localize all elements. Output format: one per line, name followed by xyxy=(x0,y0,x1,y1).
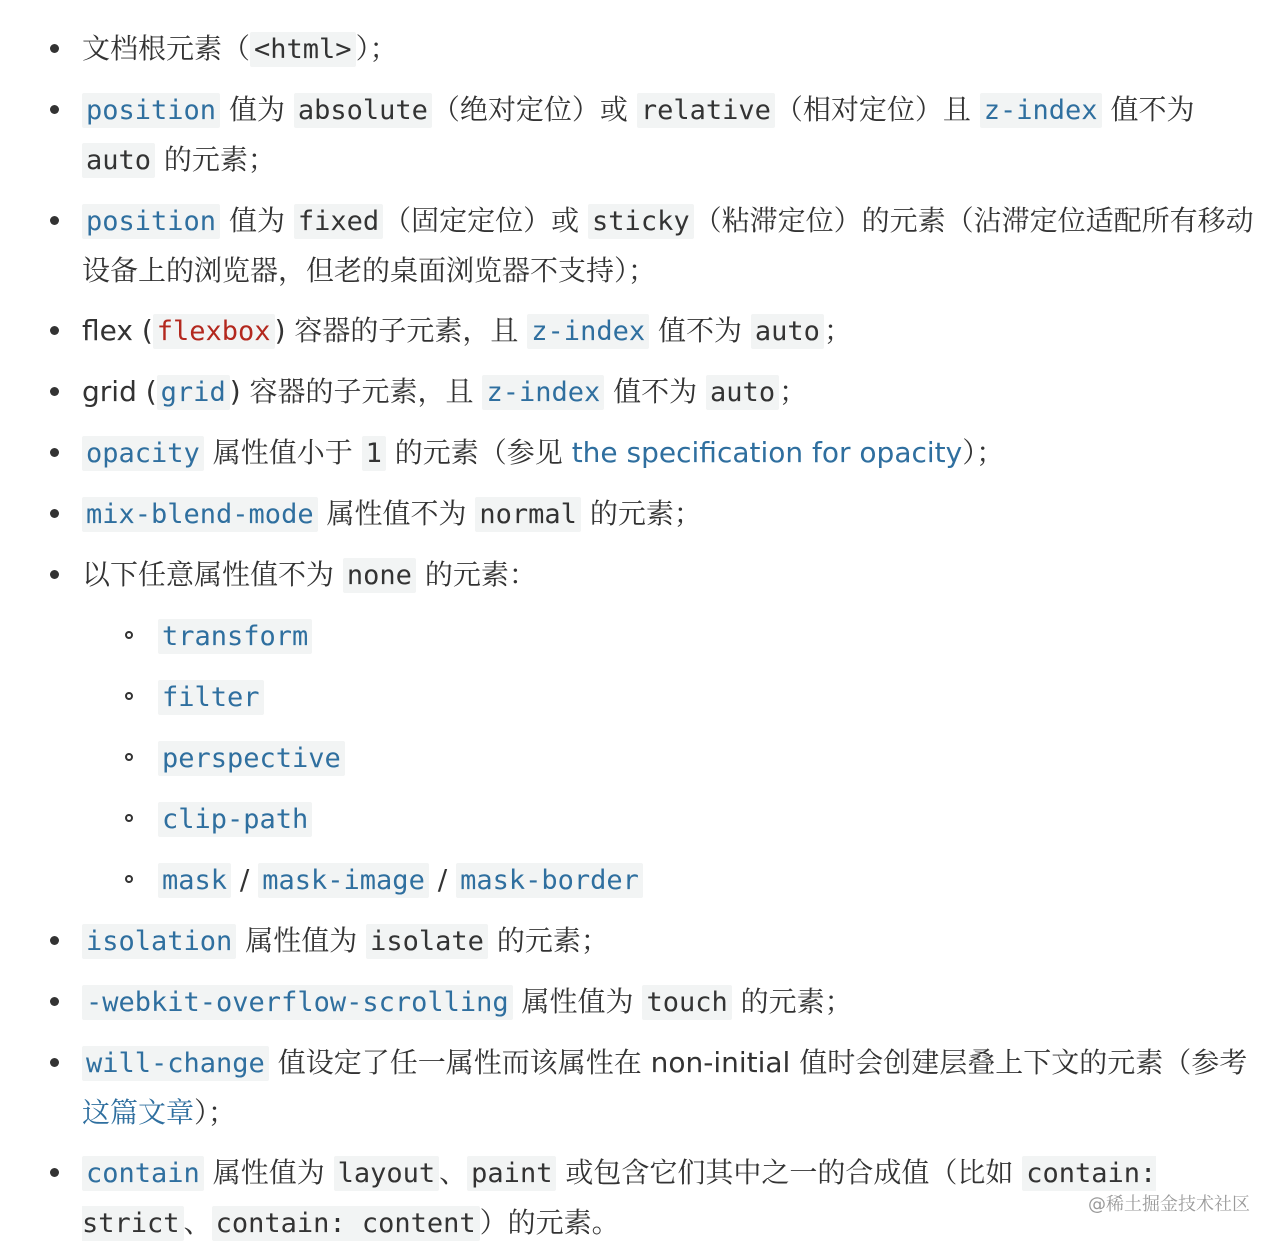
list-item-webkit-overflow-scrolling xyxy=(0,977,1280,1027)
separator: / xyxy=(231,863,259,896)
inline-code-flexbox: flexbox xyxy=(153,314,275,349)
sublist-item-transform xyxy=(82,611,1266,661)
inline-code: auto xyxy=(751,314,824,349)
inline-code: relative xyxy=(637,93,775,128)
sublist-item-filter xyxy=(82,672,1266,722)
item-text: 的元素； xyxy=(580,497,702,530)
list-item-root-element xyxy=(0,24,1280,74)
code-link-mask-border[interactable]: mask-border xyxy=(456,863,643,898)
inline-code: normal xyxy=(475,497,581,532)
item-text: （粘滞定位）的元素（沾滞定位适配所有移动设备上的浏览器，但老的桌面浏览器不支持）； xyxy=(82,204,1254,287)
item-text: ) 容器的子元素，且 xyxy=(229,375,483,408)
code-link-opacity[interactable]: opacity xyxy=(82,436,204,471)
list-item-position-absolute xyxy=(0,85,1280,185)
list-item-position-fixed xyxy=(0,196,1280,295)
item-text: 、 xyxy=(439,1156,468,1189)
code-link-mask-image[interactable]: mask-image xyxy=(258,863,429,898)
inline-code: contain: strict xyxy=(82,1158,1157,1239)
code-link-position[interactable]: position xyxy=(82,93,220,128)
list-item-flex xyxy=(0,306,1280,356)
watermark: @稀土掘金技术社区 xyxy=(1088,1194,1250,1215)
inline-code: layout xyxy=(334,1156,440,1191)
item-text: 值不为 xyxy=(604,375,707,408)
stacking-context-list xyxy=(0,24,1280,1259)
item-text: 值不为 xyxy=(1101,93,1195,126)
inline-code: auto xyxy=(706,375,779,410)
separator: / xyxy=(428,863,457,896)
sublist-item-mask xyxy=(82,855,1266,905)
list-item-mix-blend-mode xyxy=(0,489,1280,539)
inline-code: paint xyxy=(467,1156,556,1191)
code-link-webkit-overflow-scrolling[interactable]: -webkit-overflow-scrolling xyxy=(82,985,513,1020)
item-text: 的元素（参见 xyxy=(385,436,572,469)
code-link-z-index[interactable]: z-index xyxy=(482,375,604,410)
sublist-item-perspective xyxy=(82,733,1266,783)
item-text: 属性值为 xyxy=(236,924,367,957)
item-text: 的元素： xyxy=(415,558,537,591)
list-item-non-none-properties xyxy=(0,550,1280,905)
item-text: 属性值不为 xyxy=(317,497,476,530)
inline-code: isolate xyxy=(366,924,488,959)
item-text: ； xyxy=(779,375,808,408)
item-text: （相对定位）且 xyxy=(774,93,980,126)
code-link-z-index[interactable]: z-index xyxy=(980,93,1102,128)
code-link-contain[interactable]: contain xyxy=(82,1156,204,1191)
item-text: 值不为 xyxy=(649,314,751,347)
sublist-item-clip-path xyxy=(82,794,1266,844)
inline-code: none xyxy=(343,558,416,593)
inline-code: 1 xyxy=(362,436,386,471)
inline-code: contain: content xyxy=(212,1206,480,1241)
item-text: 、 xyxy=(183,1206,212,1239)
item-text: 的元素； xyxy=(731,985,853,1018)
list-item-will-change xyxy=(0,1038,1280,1137)
inline-code: touch xyxy=(642,985,731,1020)
item-text: （固定定位）或 xyxy=(383,204,589,237)
article-link[interactable]: 这篇文章 xyxy=(82,1096,195,1129)
code-link-will-change[interactable]: will-change xyxy=(82,1046,269,1081)
list-item-grid xyxy=(0,367,1280,417)
code-link-isolation[interactable]: isolation xyxy=(82,924,236,959)
item-text: ）的元素。 xyxy=(479,1206,620,1239)
item-text: 属性值小于 xyxy=(203,436,362,469)
list-item-isolation xyxy=(0,916,1280,966)
code-link-filter[interactable]: filter xyxy=(158,680,264,715)
inline-code: auto xyxy=(82,143,155,178)
item-text: grid ( xyxy=(82,375,157,408)
item-text: ）； xyxy=(194,1096,237,1129)
code-link-position[interactable]: position xyxy=(82,204,220,239)
item-text: 文档根元素（ xyxy=(82,32,251,65)
item-text: 属性值为 xyxy=(203,1156,334,1189)
code-link-grid[interactable]: grid xyxy=(157,375,230,410)
item-text: 值为 xyxy=(220,93,294,126)
item-text: ）； xyxy=(962,436,1005,469)
list-item-opacity xyxy=(0,428,1280,478)
item-text: 属性值为 xyxy=(512,985,643,1018)
item-text: ）； xyxy=(355,32,398,65)
code-link-perspective[interactable]: perspective xyxy=(158,741,345,776)
inline-code: absolute xyxy=(294,93,432,128)
inline-code: sticky xyxy=(588,204,694,239)
item-text: （绝对定位）或 xyxy=(431,93,637,126)
item-text: 或包含它们其中之一的合成值（比如 xyxy=(556,1156,1023,1189)
property-sublist xyxy=(82,611,1266,905)
code-link-mix-blend-mode[interactable]: mix-blend-mode xyxy=(82,497,318,532)
specification-link[interactable]: the specification for opacity xyxy=(571,436,963,469)
item-text: 值为 xyxy=(220,204,294,237)
code-link-mask[interactable]: mask xyxy=(158,863,231,898)
item-text: 以下任意属性值不为 xyxy=(82,558,343,591)
inline-code: fixed xyxy=(294,204,383,239)
item-text: 的元素； xyxy=(487,924,609,957)
inline-code: <html> xyxy=(250,32,356,67)
code-link-transform[interactable]: transform xyxy=(158,619,312,654)
item-text: ； xyxy=(823,314,852,347)
item-text: flex ( xyxy=(82,314,153,347)
item-text: ) 容器的子元素，且 xyxy=(274,314,528,347)
item-text: 的元素； xyxy=(155,143,276,176)
code-link-z-index[interactable]: z-index xyxy=(527,314,649,349)
code-link-clip-path[interactable]: clip-path xyxy=(158,802,312,837)
item-text: 值设定了任一属性而该属性在 non-initial 值时会创建层叠上下文的元素（参考 xyxy=(268,1046,1248,1079)
